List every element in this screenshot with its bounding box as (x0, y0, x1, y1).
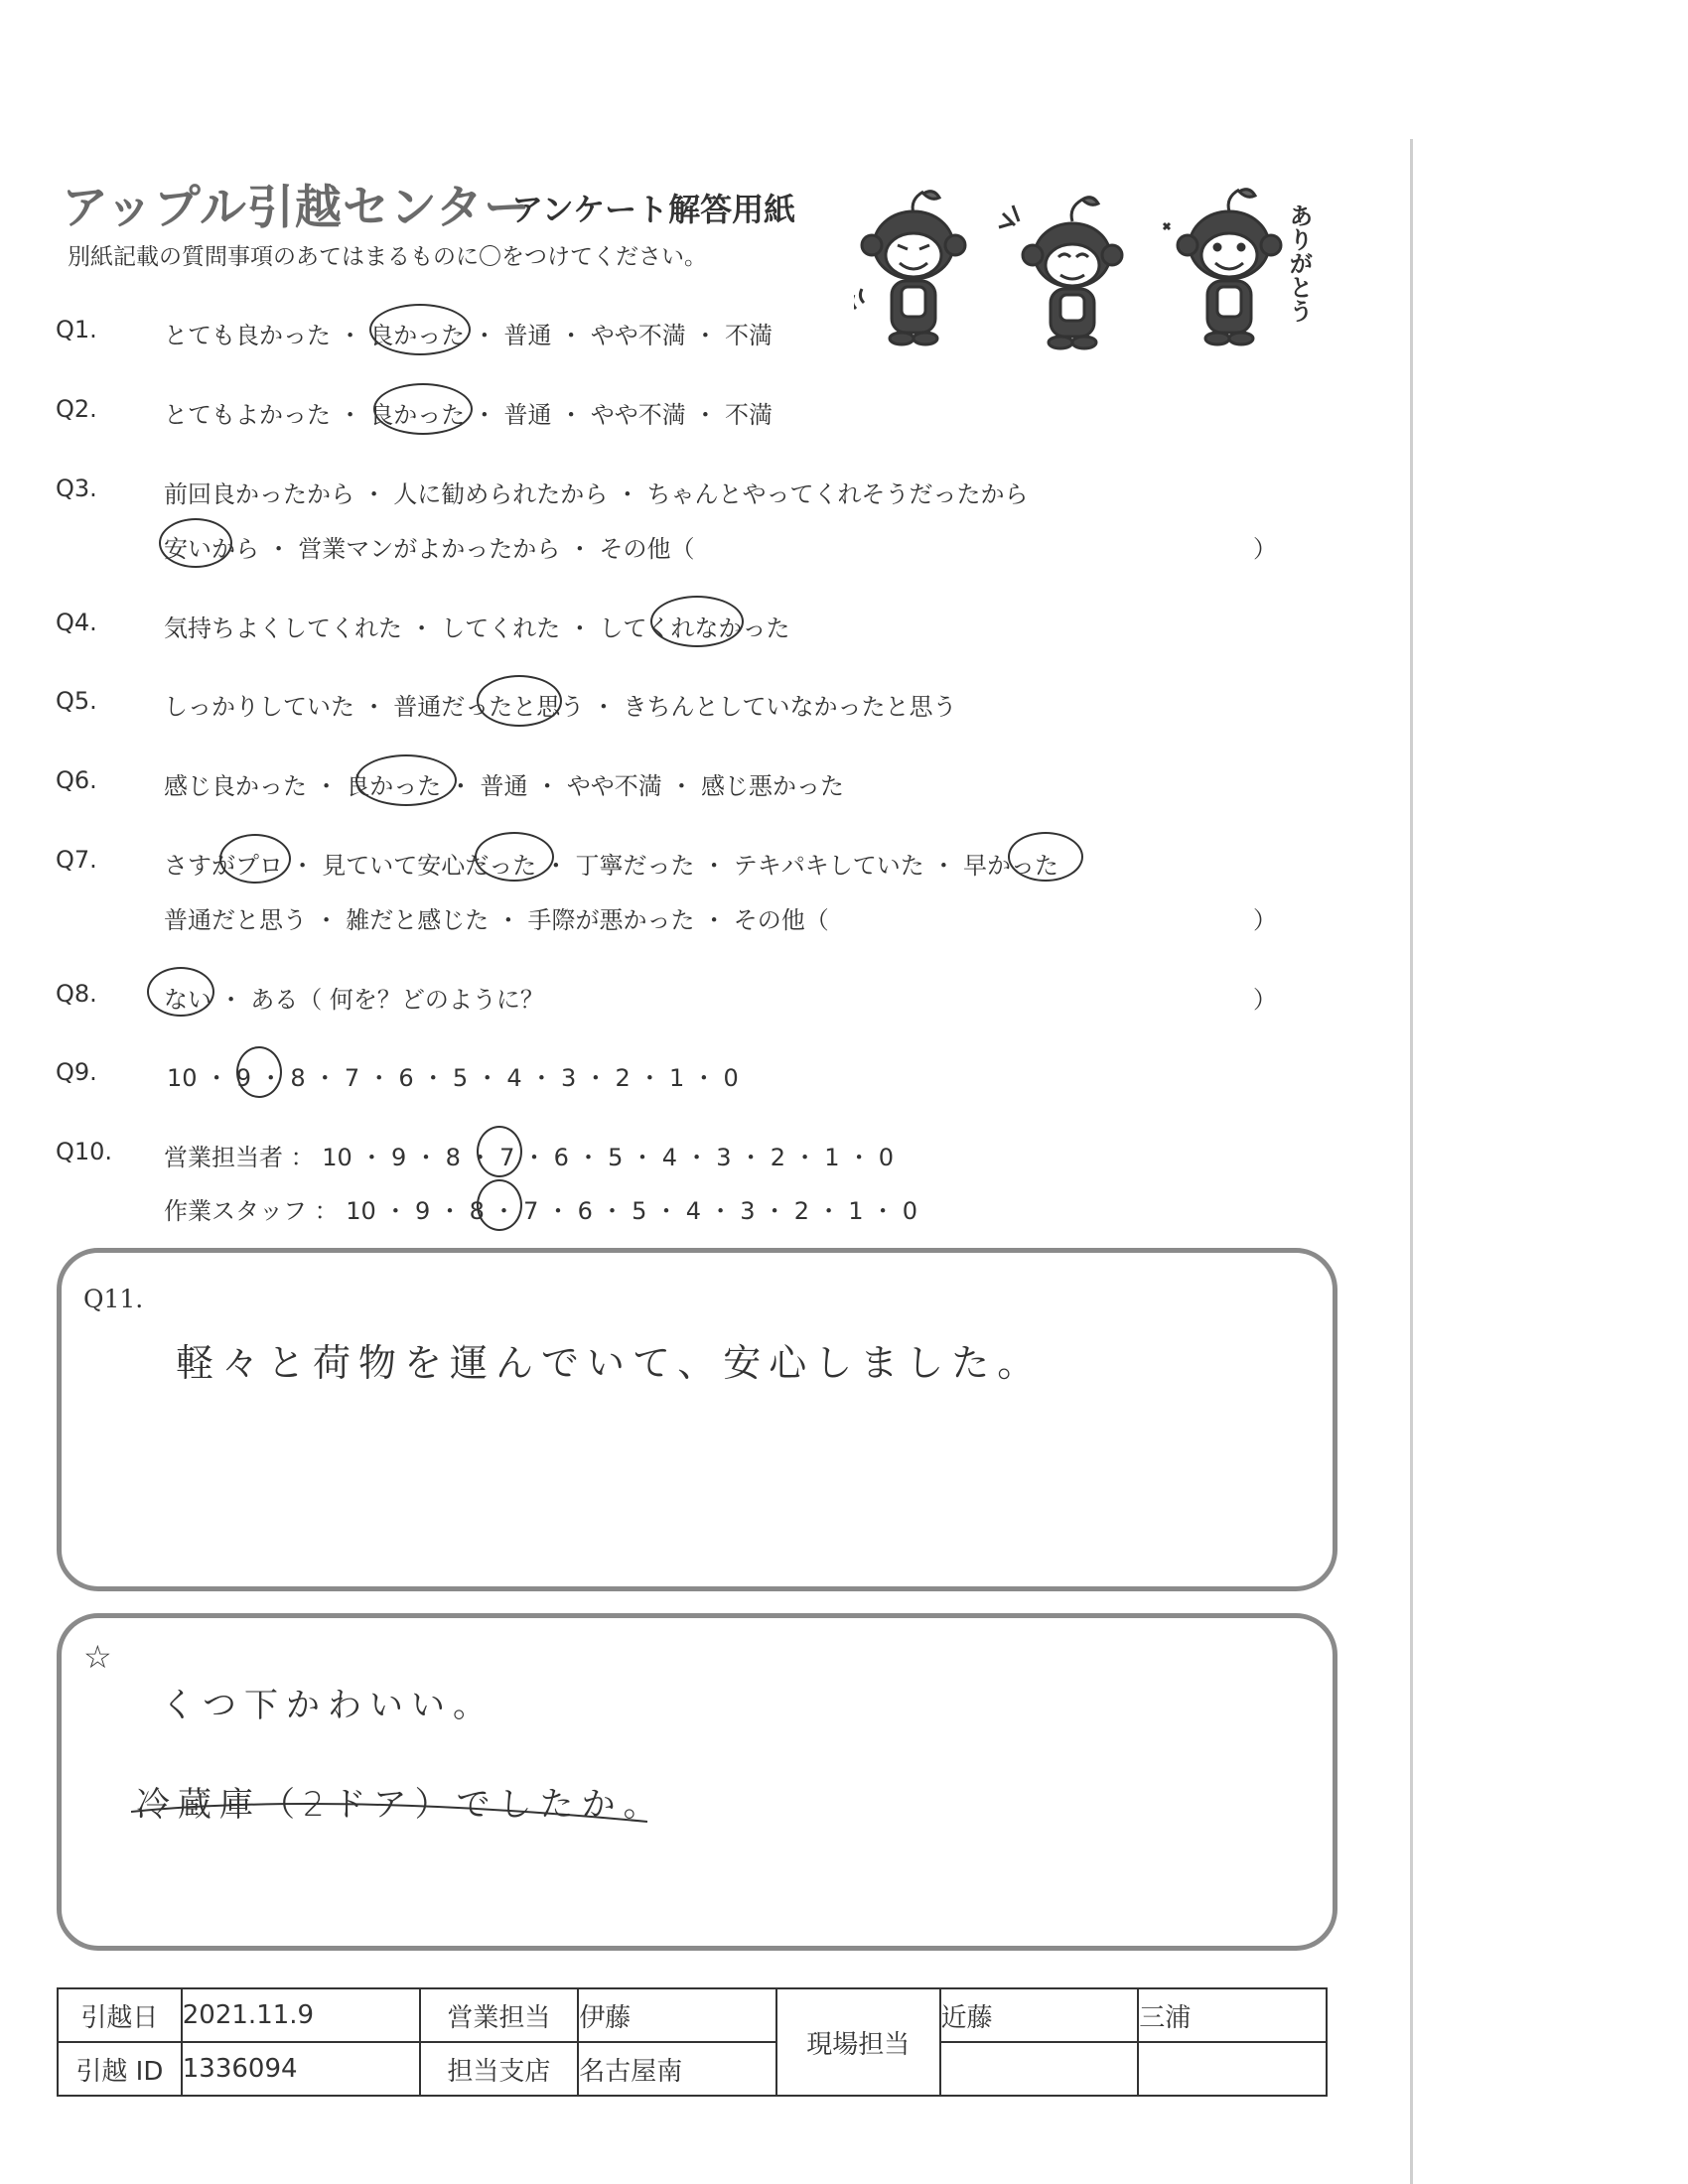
q7-answer-mark-1 (219, 834, 291, 884)
q7-options-line2: 普通だと思う ・ 雑だと感じた ・ 手際が悪かった ・ その他（ (164, 906, 829, 934)
q5-answer-mark (477, 675, 562, 727)
q7-close-paren: ） (1253, 906, 1277, 934)
star-comment-line2-struck: 冷蔵庫（2ドア）でしたか。 (136, 1785, 665, 1825)
move-id-value: 1336094 (182, 2042, 420, 2096)
q3-close-paren: ） (1253, 535, 1277, 563)
q6-answer-mark (355, 754, 457, 806)
q1-options: とても良かった ・ 良かった ・ 普通 ・ やや不満 ・ 不満 (164, 322, 774, 349)
monkey-3-illustration (1164, 190, 1281, 344)
q8-options: ない ・ ある（ 何を？どのように？ (164, 986, 544, 1014)
q8-close-paren: ） (1253, 986, 1277, 1014)
q7-number: Q7. (56, 846, 97, 874)
star-label: ☆ (83, 1638, 112, 1676)
monkey-mascots-illustration (854, 184, 1321, 357)
page-edge (1410, 139, 1413, 2184)
site-staff-empty-2 (1138, 2042, 1327, 2096)
move-date-label: 引越日 (58, 1988, 182, 2042)
form-subtitle: アンケート解答用紙 (511, 191, 796, 228)
q10-staff-answer-mark (477, 1179, 522, 1231)
q11-answer: 軽々と荷物を運んでいて、安心しました。 (176, 1341, 1044, 1385)
brand-title: アップル引越センター (62, 181, 531, 235)
star-comment-box (57, 1613, 1337, 1951)
q5-options: しっかりしていた ・ 普通だったと思う ・ きちんとしていなかったと思う (164, 693, 957, 721)
site-staff-1: 近藤 (940, 1988, 1139, 2042)
q2-number: Q2. (56, 395, 97, 423)
sales-rep-label: 営業担当 (420, 1988, 579, 2042)
monkey-1-illustration (854, 192, 965, 344)
q9-answer-mark (236, 1046, 282, 1098)
instruction-text: 別紙記載の質問事項のあてはまるものに〇をつけてください。 (68, 244, 707, 270)
q10-staff-scale: 作業スタッフ ： 10 ・ 9 ・ 8 ・ 7 ・ 6 ・ 5 ・ 4 ・ 3 ・ 2 ・ 1 ・ 0 (164, 1197, 918, 1225)
move-id-label: 引越 ID (58, 2042, 182, 2096)
site-staff-2: 三浦 (1138, 1988, 1327, 2042)
q2-answer-mark (373, 383, 473, 435)
q10-sales-answer-mark (477, 1126, 522, 1177)
q3-answer-mark (159, 518, 232, 568)
q2-options: とてもよかった ・ 良かった ・ 普通 ・ やや不満 ・ 不満 (164, 401, 774, 429)
site-staff-empty-1 (940, 2042, 1139, 2096)
q7-answer-mark-3 (1008, 832, 1083, 882)
q1-answer-mark (369, 304, 471, 355)
q4-number: Q4. (56, 609, 97, 636)
q3-options-line1: 前回良かったから ・ 人に勧められたから ・ ちゃんとやってくれそうだったから (164, 480, 1029, 508)
branch-value: 名古屋南 (578, 2042, 776, 2096)
q8-answer-mark (147, 967, 214, 1017)
q6-options: 感じ良かった ・ 良かった ・ 普通 ・ やや不満 ・ 感じ悪かった (164, 772, 845, 800)
branch-label: 担当支店 (420, 2042, 579, 2096)
thanks-text: ありがとう (1285, 204, 1313, 323)
sales-rep-value: 伊藤 (578, 1988, 776, 2042)
q9-scale: 10 ・ 9 ・ 8 ・ 7 ・ 6 ・ 5 ・ 4 ・ 3 ・ 2 ・ 1 ・ 0 (167, 1064, 739, 1092)
q3-options-line2: 安いから ・ 営業マンがよかったから ・ その他（ (164, 535, 695, 563)
q7-options-line1: さすがプロ ・ 見ていて安心だった ・ 丁寧だった ・ テキパキしていた ・ 早かった (164, 852, 1059, 880)
strikethrough-line (131, 1787, 667, 1837)
q4-options: 気持ちよくしてくれた ・ してくれた ・ してくれなかった (164, 614, 790, 642)
q8-number: Q8. (56, 980, 97, 1008)
q10-number: Q10. (56, 1138, 113, 1165)
q5-number: Q5. (56, 687, 97, 715)
q11-comment-box (57, 1248, 1337, 1591)
q11-label: Q11. (83, 1285, 144, 1313)
site-staff-label: 現場担当 (776, 1988, 940, 2096)
move-date-value: 2021.11.9 (182, 1988, 420, 2042)
q4-answer-mark (650, 596, 744, 647)
q7-answer-mark-2 (475, 832, 554, 882)
q1-number: Q1. (56, 316, 97, 343)
q6-number: Q6. (56, 766, 97, 794)
q9-number: Q9. (56, 1058, 97, 1086)
star-comment-line1: くつ下かわいい。 (161, 1686, 494, 1725)
monkey-2-illustration (999, 198, 1122, 348)
q10-sales-scale: 営業担当者 ： 10 ・ 9 ・ 8 ・ 7 ・ 6 ・ 5 ・ 4 ・ 3 ・ 2 ・ 1 ・ 0 (164, 1144, 895, 1171)
q3-number: Q3. (56, 475, 97, 502)
move-info-table (57, 1987, 1328, 2097)
